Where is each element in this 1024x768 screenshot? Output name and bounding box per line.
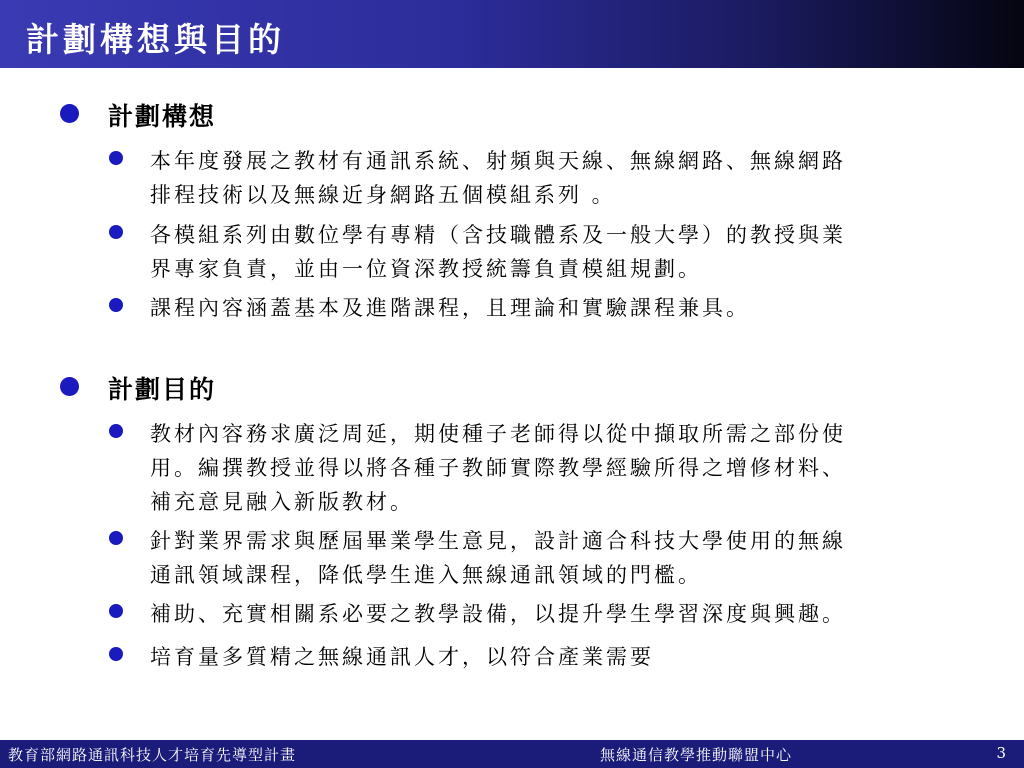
- list-item-line: 補充意見融入新版教材。: [150, 490, 414, 514]
- list-item-line: 界專家負責，並由一位資深教授統籌負責模組規劃。: [150, 257, 702, 281]
- bullet-dot-icon: [109, 225, 123, 239]
- list-item-text: [150, 417, 980, 519]
- slide-title: 計劃構想與目的: [26, 20, 285, 59]
- section-heading-text: 計劃構想: [108, 102, 217, 131]
- list-item-line: 教材內容務求廣泛周延，期使種子老師得以從中擷取所需之部份使: [150, 422, 846, 446]
- list-item-line: 針對業界需求與歷屆畢業學生意見，設計適合科技大學使用的無線: [150, 529, 846, 553]
- list-item-line: 各模組系列由數位學有專精（含技職體系及一般大學）的教授與業: [150, 223, 846, 247]
- list-item-line: 補助、充實相關系必要之教學設備，以提升學生學習深度與興趣。: [150, 602, 846, 626]
- list-item-line: 排程技術以及無線近身網路五個模組系列 。: [150, 183, 616, 207]
- section-heading-text: 計劃目的: [108, 375, 217, 404]
- bullet-dot-icon: [60, 104, 79, 123]
- bullet-dot-icon: [109, 647, 123, 661]
- list-item-line: 本年度發展之教材有通訊系統、射頻與天線、無線網路、無線網路: [150, 149, 846, 173]
- bullet-dot-icon: [109, 298, 123, 312]
- list-item-line: 用。編撰教授並得以將各種子教師實際教學經驗所得之增修材料、: [150, 456, 846, 480]
- bullet-dot-icon: [109, 531, 123, 545]
- list-item-text: [150, 291, 980, 325]
- list-item-text: [150, 524, 980, 592]
- list-item-line: 通訊領域課程，降低學生進入無線通訊領域的門檻。: [150, 563, 702, 587]
- bullet-dot-icon: [109, 151, 123, 165]
- bullet-dot-icon: [109, 604, 123, 618]
- list-item-text: [150, 597, 980, 631]
- list-item-line: 課程內容涵蓋基本及進階課程，且理論和實驗課程兼具。: [150, 296, 750, 320]
- list-item-text: [150, 640, 980, 674]
- list-item-text: [150, 218, 980, 286]
- footer-center-name: 無線通信教學推動聯盟中心: [600, 746, 793, 764]
- bullet-dot-icon: [109, 424, 123, 438]
- page-number: 3: [996, 744, 1006, 762]
- footer-project-name: 教育部網路通訊科技人才培育先導型計畫: [8, 746, 297, 764]
- list-item-line: 培育量多質精之無線通訊人才，以符合產業需要: [150, 645, 654, 669]
- footer-bar: [0, 740, 1024, 768]
- bullet-dot-icon: [60, 377, 79, 396]
- list-item-text: [150, 144, 980, 212]
